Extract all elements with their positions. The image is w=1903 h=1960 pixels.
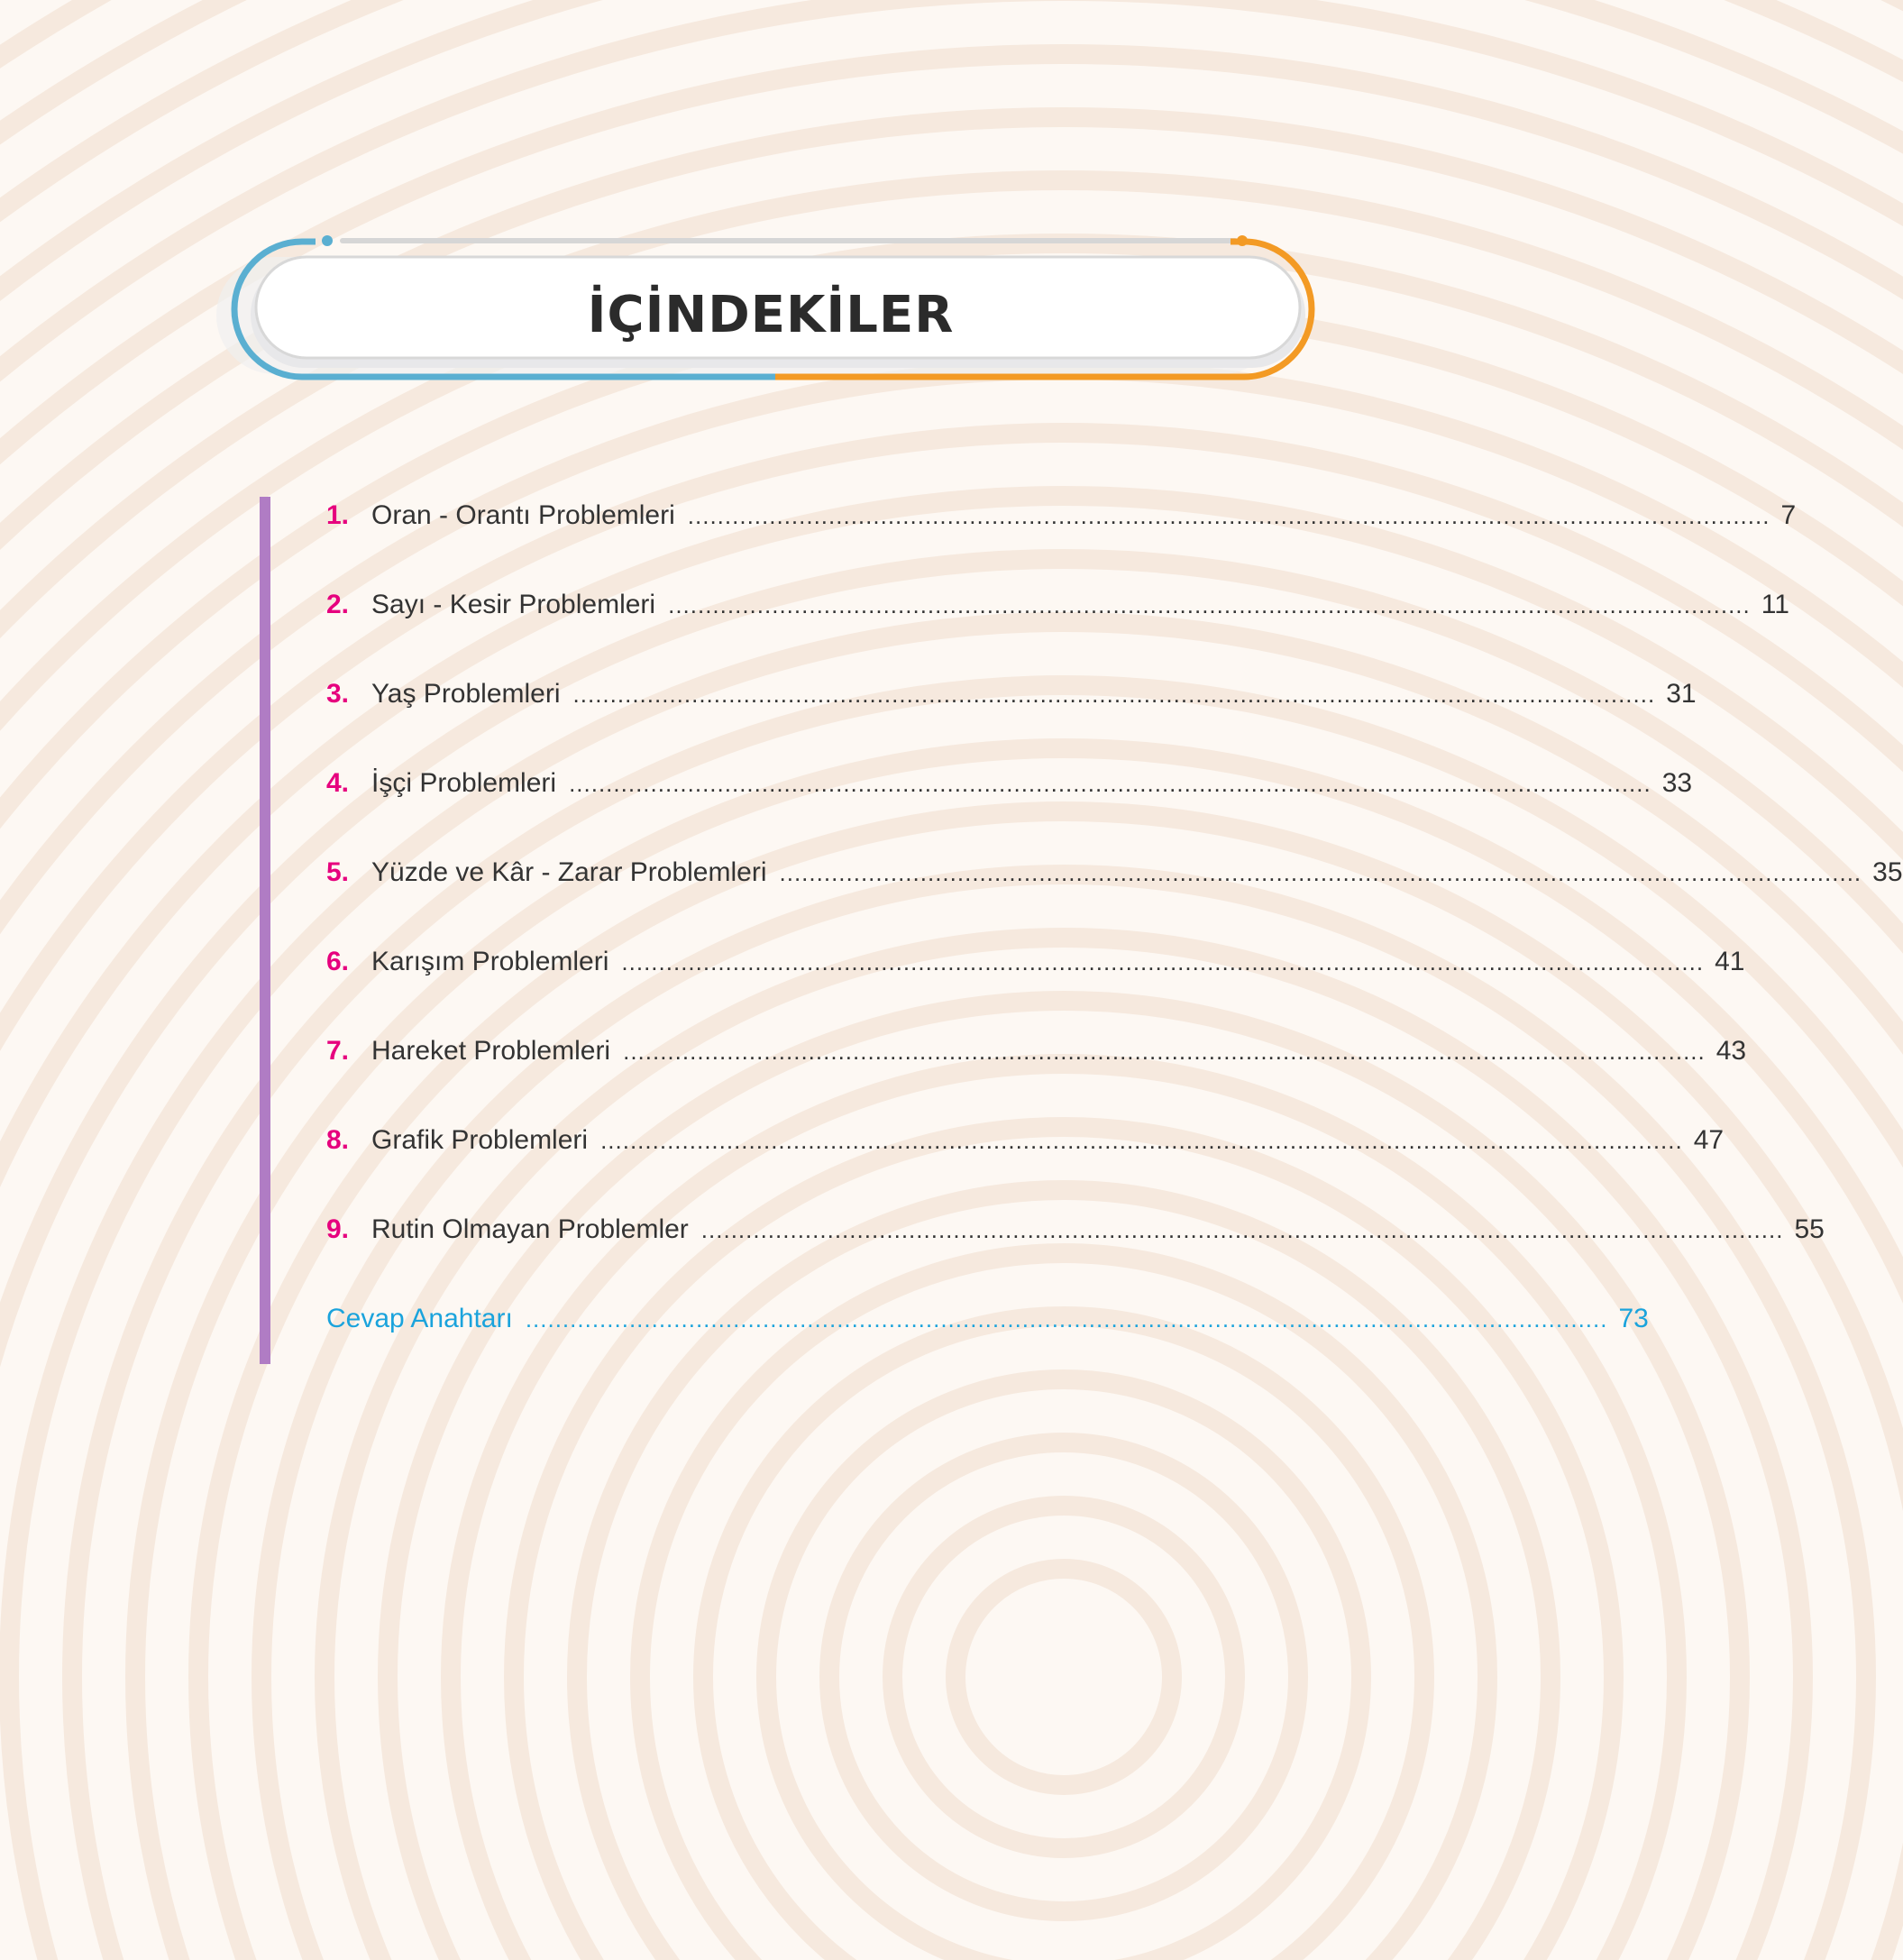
toc-item-number: 9. [326,1214,350,1244]
toc-item-title: Hareket Problemleri [371,1036,611,1066]
toc-item-page: 55 [1794,1214,1825,1244]
toc-item[interactable] [326,857,1903,947]
dot-leader: .................................................................................................................................................. [779,859,1862,886]
toc-item-page: 43 [1715,1036,1747,1066]
toc-item-number: 4. [326,768,350,798]
toc-item[interactable] [326,679,1697,768]
toc-item-title: Rutin Olmayan Problemler [371,1214,689,1244]
toc-item-page: 35 [1872,857,1903,887]
toc-item-title: Yüzde ve Kâr - Zarar Problemleri [371,857,767,887]
toc-item-page: 7 [1780,500,1797,530]
toc-item[interactable] [326,768,1693,857]
toc-item-page: 11 [1761,590,1789,619]
dot-leader: .................................................................................................................................................. [525,1305,1608,1333]
page-title: İÇİNDEKİLER [587,286,955,344]
toc-item[interactable] [326,1036,1747,1125]
toc-item-title: Sayı - Kesir Problemleri [371,590,656,619]
toc-side-bar [260,497,270,1364]
toc-item-number: 6. [326,947,350,976]
toc-item-number: 5. [326,857,350,887]
toc-item-page: 47 [1693,1125,1725,1155]
toc-item[interactable] [326,947,1745,1036]
dot-leader: .................................................................................................................................................. [687,502,1770,529]
dot-leader: .................................................................................................................................................. [600,1127,1683,1154]
toc-item-page: 73 [1618,1304,1649,1333]
toc-item[interactable] [326,1214,1825,1304]
dot-leader: .................................................................................................................................................. [572,681,1656,708]
dot-leader: .................................................................................................................................................. [569,770,1651,797]
toc-item-number: 3. [326,679,350,709]
dot-leader: .................................................................................................................................................. [700,1216,1784,1243]
title-banner [216,230,1325,397]
toc-item[interactable] [326,500,1797,590]
dot-leader: .................................................................................................................................................. [621,948,1705,975]
toc-item-title: Cevap Anahtarı [326,1304,513,1333]
toc-item-number: 1. [326,500,350,530]
toc-item-page: 41 [1715,947,1745,976]
toc-item-title: Karışım Problemleri [371,947,609,976]
toc-item-page: 33 [1661,768,1693,798]
dot-leader: .................................................................................................................................................. [668,591,1751,618]
dot-leader: .................................................................................................................................................. [623,1038,1706,1065]
toc-item-number: 8. [326,1125,350,1155]
toc-item-title: Oran - Orantı Problemleri [371,500,675,530]
toc-item[interactable] [326,590,1789,679]
toc-item-title: Grafik Problemleri [371,1125,589,1155]
toc-item-answer-key[interactable] [326,1304,1649,1393]
blue-dot-icon [322,235,333,246]
table-of-contents [326,500,1903,1393]
toc-item-number: 7. [326,1036,350,1066]
toc-item[interactable] [326,1125,1725,1214]
toc-item-number: 2. [326,590,350,619]
toc-item-page: 31 [1666,679,1697,709]
toc-item-title: İşçi Problemleri [371,768,557,798]
toc-item-title: Yaş Problemleri [371,679,561,709]
